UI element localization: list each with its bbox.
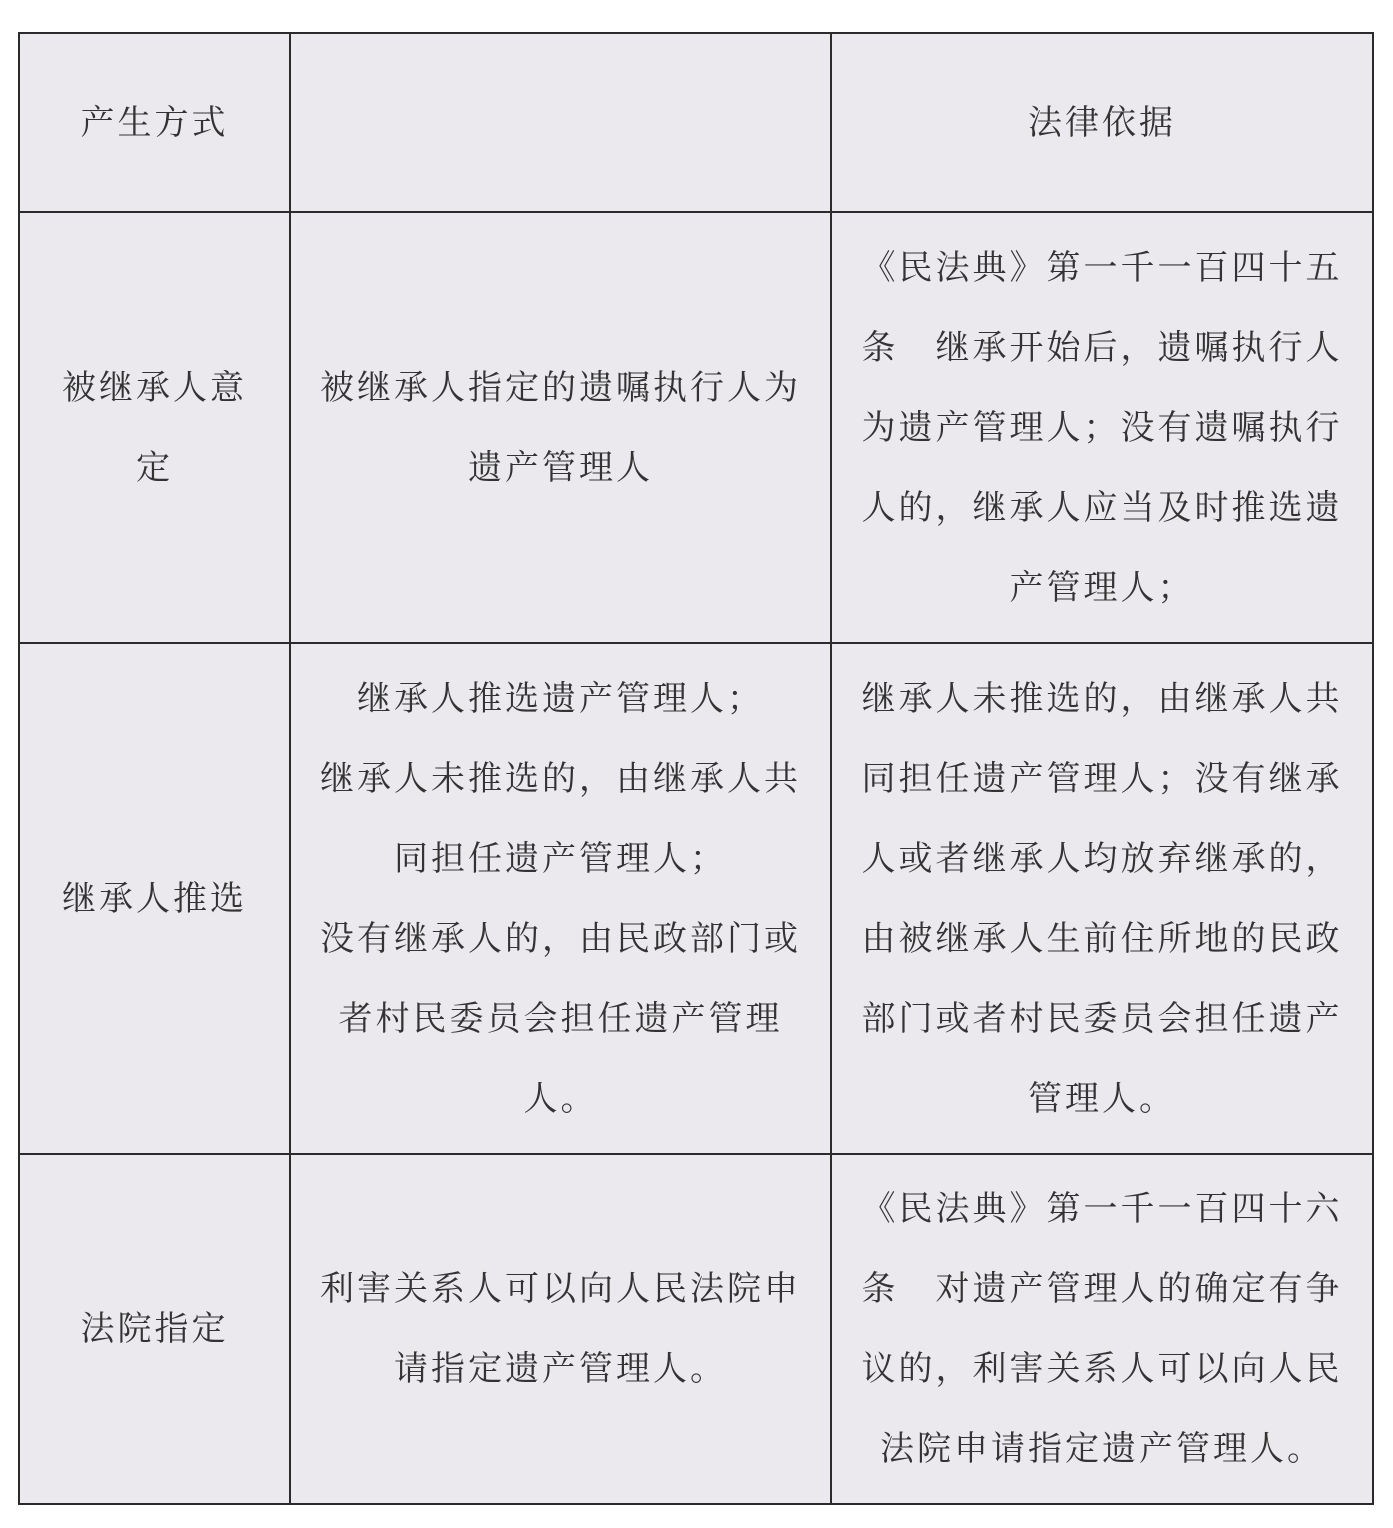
description-line: 继承人推选遗产管理人； — [357, 678, 764, 719]
cell-description — [290, 1154, 831, 1504]
header-legal-basis: 法律依据 — [831, 33, 1373, 212]
estate-administrator-table — [18, 32, 1374, 1505]
cell-method: 被继承人意定 — [19, 212, 290, 643]
document-body — [18, 32, 1372, 1505]
cell-method: 法院指定 — [19, 1154, 290, 1504]
description-line: 继承人未推选的，由继承人共同担任遗产管理人； — [320, 758, 801, 879]
description-line: 被继承人指定的遗嘱执行人为遗产管理人 — [320, 367, 801, 488]
description-line: 利害关系人可以向人民法院申请指定遗产管理人。 — [320, 1269, 801, 1389]
table-row — [19, 212, 1373, 643]
table-row — [19, 1154, 1373, 1504]
cell-legal-basis: 继承人未推选的，由继承人共同担任遗产管理人；没有继承人或者继承人均放弃继承的，由被继承人生前住所地的民政部门或者村民委员会担任遗产管理人。 — [831, 643, 1373, 1154]
description-line: 没有继承人的，由民政部门或者村民委员会担任遗产管理人。 — [320, 918, 801, 1119]
cell-legal-basis: 《民法典》第一千一百四十六条 对遗产管理人的确定有争议的，利害关系人可以向人民法院申请指定遗产管理人。 — [831, 1154, 1373, 1504]
cell-method: 继承人推选 — [19, 643, 290, 1154]
table-row — [19, 643, 1373, 1154]
cell-legal-basis: 《民法典》第一千一百四十五条 继承开始后，遗嘱执行人为遗产管理人；没有遗嘱执行人的，继承人应当及时推选遗产管理人； — [831, 212, 1373, 643]
cell-description — [290, 643, 831, 1154]
header-method: 产生方式 — [19, 33, 290, 212]
header-description — [290, 33, 831, 212]
cell-description — [290, 212, 831, 643]
table-header-row — [19, 33, 1373, 212]
